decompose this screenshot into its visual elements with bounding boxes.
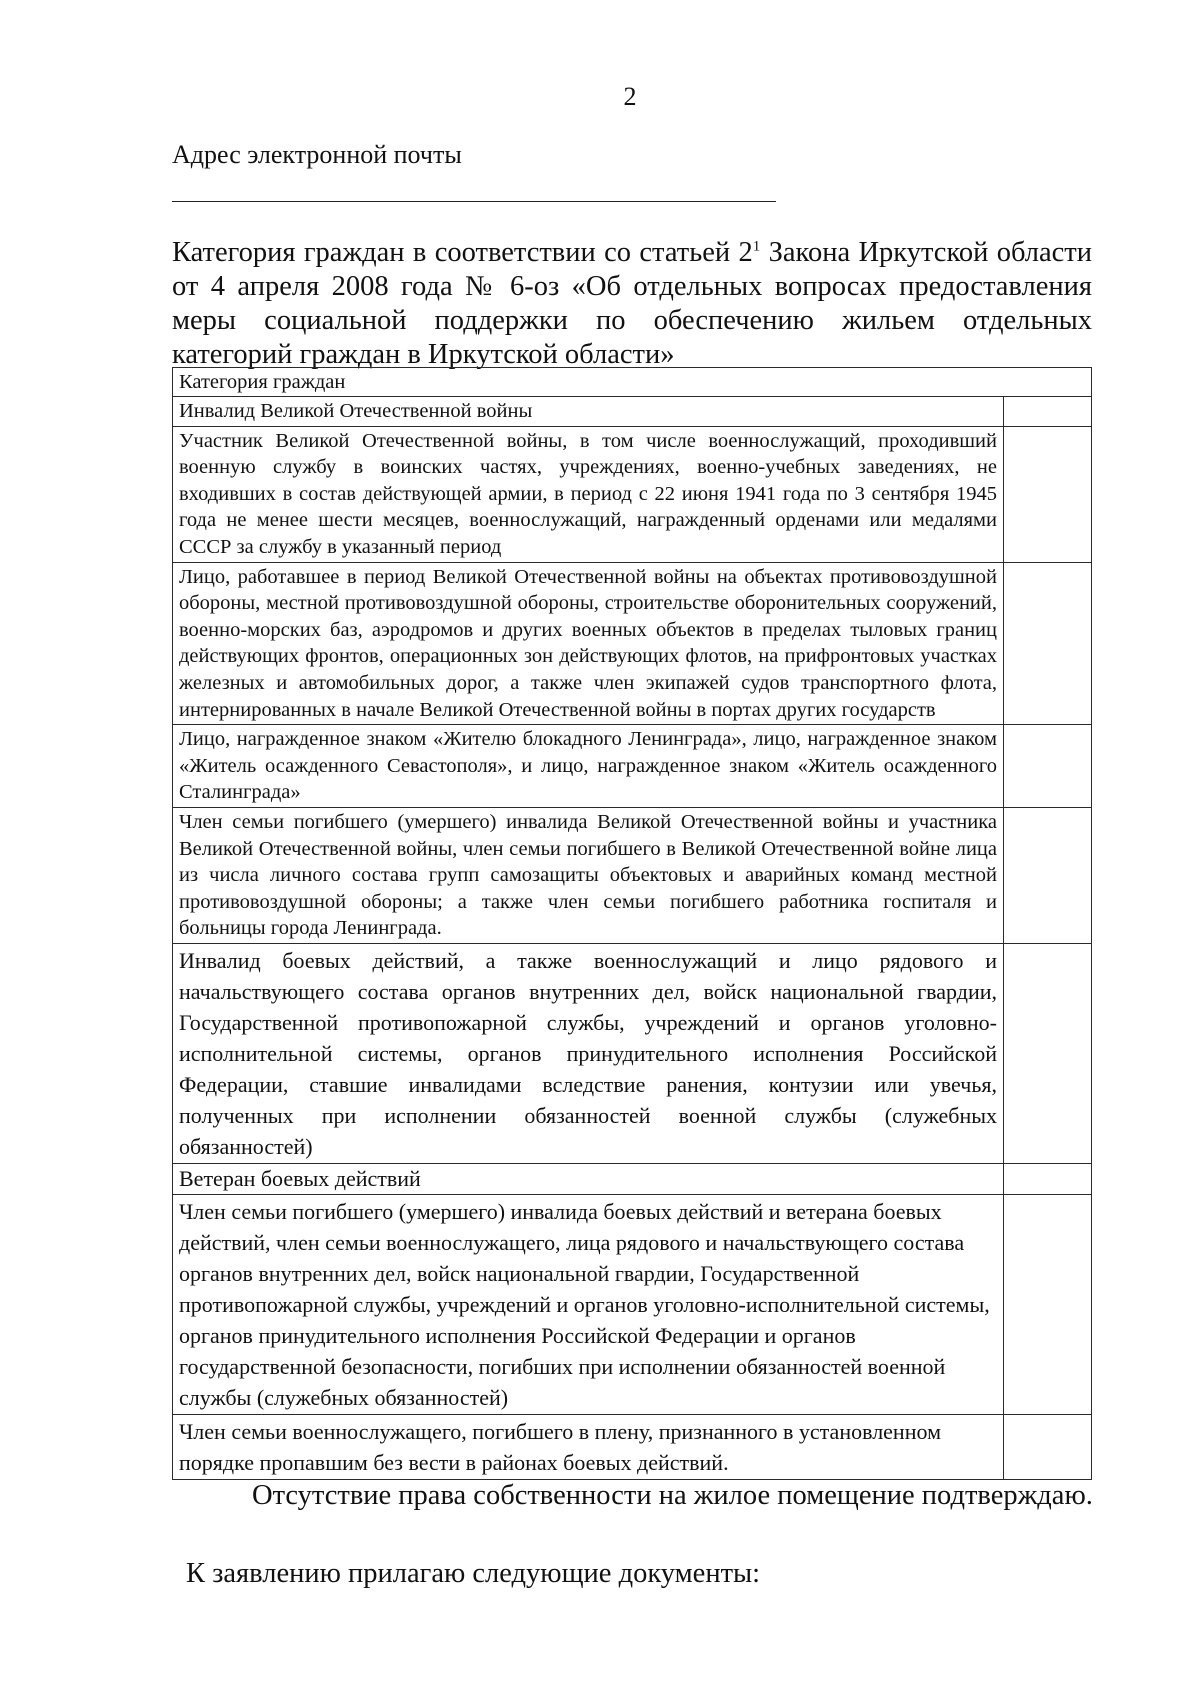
category-text: Лицо, награжденное знаком «Жителю блокадного Ленинграда», лицо, награжденное знаком «Житель осажденного Севастополя», и лицо, награжденное знаком «Житель осажденного Сталинграда»: [173, 725, 1004, 808]
table-row: [173, 1194, 1092, 1414]
table-row: [173, 725, 1092, 808]
category-text: Ветеран боевых действий: [173, 1163, 1004, 1194]
table-row: [173, 1163, 1092, 1194]
intro-text-start: Категория граждан в соответствии со статьей 2: [172, 237, 753, 268]
table-header-row: [173, 368, 1092, 397]
category-text: Инвалид Великой Отечественной войны: [173, 397, 1004, 427]
email-input-line[interactable]: [172, 201, 776, 202]
citizen-category-table: [172, 367, 1092, 1480]
table-row: [173, 807, 1092, 943]
category-intro-paragraph: [172, 236, 1092, 372]
category-text: Инвалид боевых действий, а также военнослужащий и лицо рядового и начальствующего состава органов внутренних дел, войск национальной гвардии, Государственной противопожарной службы, учреждений и органов уголовно-исполнительной системы, органов принудительного исполнения Российской Федерации, ставшие инвалидами вследствие ранения, контузии или увечья, полученных при исполнении обязанностей военной службы (служебных обязанностей): [173, 943, 1004, 1163]
category-text: Член семьи военнослужащего, погибшего в плену, признанного в установленном порядке пропавшим без вести в районах боевых действий.: [173, 1414, 1004, 1479]
category-text: Лицо, работавшее в период Великой Отечественной войны на объектах противовоздушной обороны, местной противовоздушной обороны, строительстве оборонительных сооружений, военно-морских баз, аэродромов и других военных объектов в пределах тыловых границ действующих фронтов, операционных зон действующих флотов, на прифронтовых участках железных и автомобильных дорог, а также член экипажей судов транспортного флота, интернированных в начале Великой Отечественной войны в портах других государств: [173, 562, 1004, 725]
category-text: Член семьи погибшего (умершего) инвалида боевых действий и ветерана боевых действий, член семьи военнослужащего, лица рядового и начальствующего состава органов внутренних дел, войск национальной гвардии, Государственной противопожарной службы, учреждений и органов уголовно-исполнительной системы, органов принудительного исполнения Российской Федерации и органов государственной безопасности, погибших при исполнении обязанностей военной службы (служебных обязанностей): [173, 1194, 1004, 1414]
table-row: [173, 397, 1092, 427]
page-number: 2: [623, 82, 637, 111]
table-row: [173, 943, 1092, 1163]
table-row: [173, 1414, 1092, 1479]
category-checkbox-cell[interactable]: [1004, 1163, 1092, 1194]
table-row: [173, 426, 1092, 562]
category-checkbox-cell[interactable]: [1004, 426, 1092, 562]
intro-text-end: Закона Иркутской области от 4 апреля 2008 года № 6-оз «Об отдельных вопросах предоставления меры социальной поддержки по обеспечению жильем отдельных категорий граждан в Иркутской области»: [172, 237, 1092, 370]
category-checkbox-cell[interactable]: [1004, 562, 1092, 725]
category-text: Член семьи погибшего (умершего) инвалида Великой Отечественной войны и участника Великой Отечественной войны, член семьи погибшего в Великой Отечественной войне лица из числа личного состава групп самозащиты объектовых и аварийных команд местной противовоздушной обороны; а также член семьи погибшего работника госпиталя и больницы города Ленинграда.: [173, 807, 1004, 943]
category-checkbox-cell[interactable]: [1004, 1194, 1092, 1414]
category-checkbox-cell[interactable]: [1004, 807, 1092, 943]
category-checkbox-cell[interactable]: [1004, 397, 1092, 427]
ownership-confirmation-text: Отсутствие права собственности на жилое помещение подтверждаю.: [252, 1480, 1093, 1511]
attached-documents-heading: К заявлению прилагаю следующие документы:: [186, 1558, 761, 1589]
email-label: Адрес электронной почты: [172, 140, 462, 169]
category-text: Участник Великой Отечественной войны, в том числе военнослужащий, проходивший военную службу в воинских частях, учреждениях, военно-учебных заведениях, не входивших в состав действующей армии, в период с 22 июня 1941 года по 3 сентября 1945 года не менее шести месяцев, военнослужащий, награжденный орденами или медалями СССР за службу в указанный период: [173, 426, 1004, 562]
category-checkbox-cell[interactable]: [1004, 725, 1092, 808]
category-checkbox-cell[interactable]: [1004, 943, 1092, 1163]
intro-superscript: 1: [752, 238, 761, 255]
table-header: Категория граждан: [173, 368, 1092, 397]
category-checkbox-cell[interactable]: [1004, 1414, 1092, 1479]
table-row: [173, 562, 1092, 725]
